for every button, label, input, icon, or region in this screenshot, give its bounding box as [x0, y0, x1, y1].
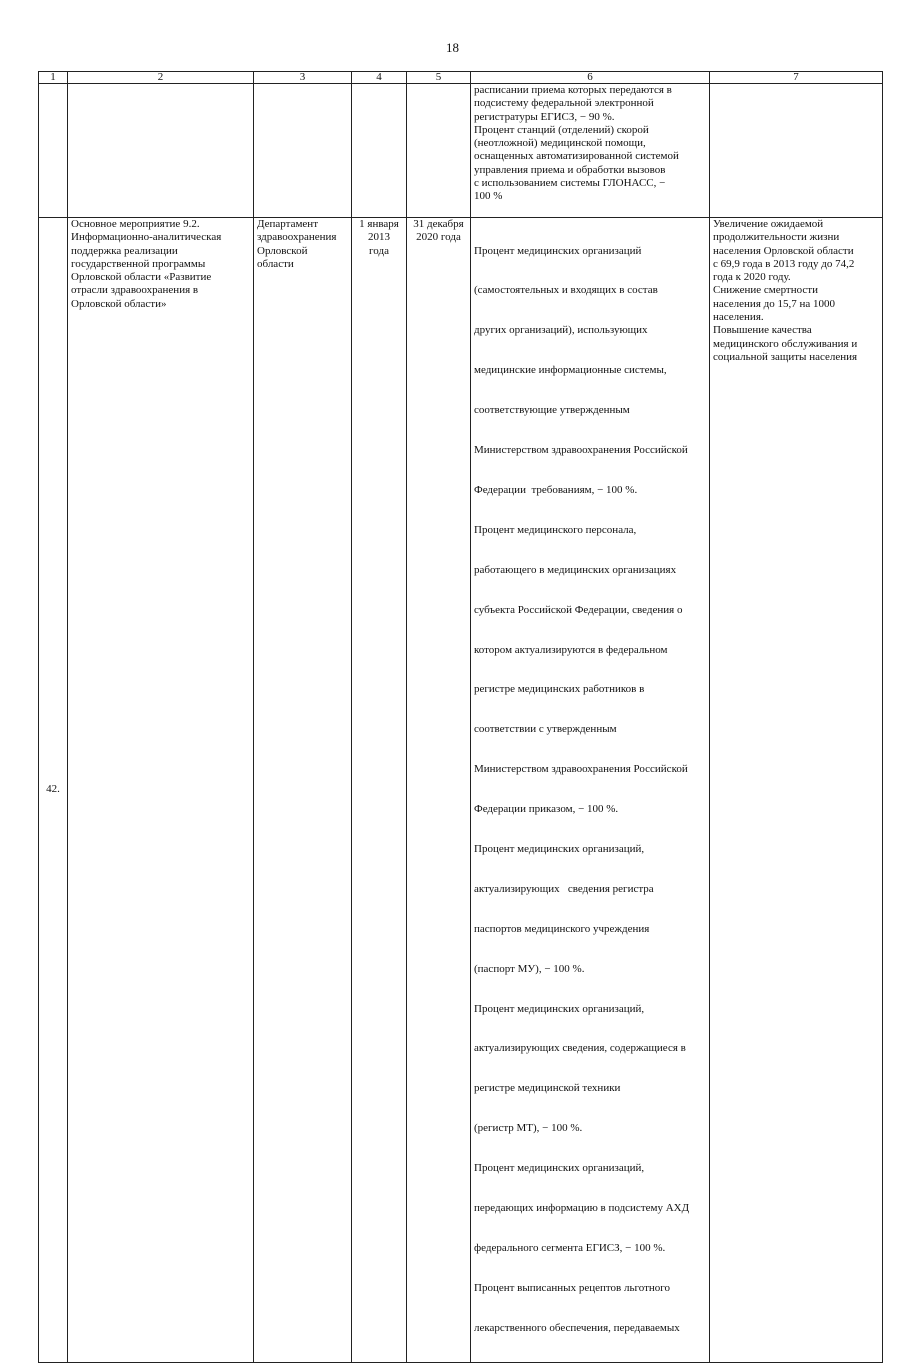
indicator-line: Процент медицинских организаций,	[474, 1002, 645, 1015]
indicator-line: 100 %	[474, 190, 503, 203]
indicator-line: регистре медицинских работников в	[474, 683, 645, 696]
indicator-line: соответствии с утвержденным	[474, 723, 617, 736]
indicator-line: Процент медицинских организаций	[474, 244, 642, 257]
indicator-line: Федерации требованиям, − 100 %.	[474, 483, 638, 496]
program-activities-table	[38, 71, 883, 1363]
activity-line: поддержка реализации	[71, 244, 178, 257]
indicator-line: паспортов медицинского учреждения	[474, 922, 650, 935]
indicator-line: медицинские информационные системы,	[474, 364, 667, 377]
results-cell	[710, 218, 883, 1363]
indicator-line: (регистр МТ), − 100 %.	[474, 1122, 583, 1135]
executor-line: здравоохранения	[257, 231, 337, 244]
column-number: 3	[254, 72, 352, 84]
empty-cell	[39, 84, 68, 218]
empty-cell	[407, 84, 471, 218]
column-number: 6	[471, 72, 710, 84]
indicator-line: (паспорт МУ), − 100 %.	[474, 962, 585, 975]
result-line: Повышение качества	[713, 324, 812, 337]
activity-line: Орловской области»	[71, 297, 167, 310]
column-number-row	[39, 72, 883, 84]
start-date-line: 2013	[368, 231, 390, 244]
indicator-line: подсистему федеральной электронной	[474, 97, 654, 110]
executor-line: Орловской	[257, 244, 308, 257]
indicator-line: оснащенных автоматизированной системой	[474, 150, 679, 163]
indicator-line: с использованием системы ГЛОНАСС, −	[474, 177, 666, 190]
activity-cell	[68, 218, 254, 1363]
indicator-line: работающего в медицинских организациях	[474, 563, 677, 576]
result-line: Увеличение ожидаемой	[713, 218, 824, 230]
column-number: 5	[407, 72, 471, 84]
executor-cell	[254, 218, 352, 1363]
indicator-line: (самостоятельных и входящих в состав	[474, 284, 658, 297]
indicator-line: лекарственного обеспечения, передаваемых	[474, 1321, 680, 1334]
start-date-line: года	[369, 244, 389, 257]
indicator-line: Процент медицинского персонала,	[474, 523, 637, 536]
indicator-line: Процент медицинских организаций,	[474, 842, 645, 855]
indicator-line: субъекта Российской Федерации, сведения о	[474, 603, 683, 616]
empty-cell	[710, 84, 883, 218]
continuation-row	[39, 84, 883, 218]
indicators-cell	[471, 218, 710, 1363]
indicator-line: регистре медицинской техники	[474, 1082, 621, 1095]
indicator-line: Министерством здравоохранения Российской	[474, 444, 688, 457]
end-date-line: 31 декабря	[413, 218, 464, 230]
indicator-line: передающих информацию в подсистему АХД	[474, 1201, 690, 1214]
executor-line: Департамент	[257, 218, 319, 230]
indicator-line: федерального сегмента ЕГИСЗ, − 100 %.	[474, 1241, 666, 1254]
indicator-line: актуализирующих сведения, содержащиеся в	[474, 1042, 686, 1055]
result-line: медицинского обслуживания и	[713, 337, 858, 350]
row-42	[39, 218, 883, 1363]
continuation-indicators-cell	[471, 84, 710, 218]
column-number: 2	[68, 72, 254, 84]
indicator-line: (неотложной) медицинской помощи,	[474, 137, 646, 150]
start-date-cell	[352, 218, 407, 1363]
indicator-line: управления приема и обработки вызовов	[474, 163, 666, 176]
activity-line: государственной программы	[71, 257, 206, 270]
column-number: 1	[39, 72, 68, 84]
column-number: 7	[710, 72, 883, 84]
executor-line: области	[257, 257, 294, 270]
indicator-line: Министерством здравоохранения Российской	[474, 763, 688, 776]
result-line: населения.	[713, 311, 764, 324]
result-line: социальной защиты населения	[713, 350, 858, 363]
activity-line: Орловской области «Развитие	[71, 271, 212, 284]
indicator-line: Процент медицинских организаций,	[474, 1162, 645, 1175]
indicator-line: котором актуализируются в федеральном	[474, 643, 668, 656]
result-line: продолжительности жизни	[713, 231, 840, 244]
page-number: 18	[446, 40, 459, 55]
indicator-line: других организаций), использующих	[474, 324, 648, 337]
start-date-line: 1 января	[359, 218, 399, 230]
indicator-line: Федерации приказом, − 100 %.	[474, 803, 619, 816]
indicator-line: соответствующие утвержденным	[474, 404, 630, 417]
activity-line: отрасли здравоохранения в	[71, 284, 199, 297]
empty-cell	[254, 84, 352, 218]
indicator-line: актуализирующих сведения регистра	[474, 882, 654, 895]
end-date-line: 2020 года	[416, 231, 461, 244]
activity-line: Информационно-аналитическая	[71, 231, 222, 244]
result-line: с 69,9 года в 2013 году до 74,2	[713, 257, 855, 270]
column-number: 4	[352, 72, 407, 84]
row-number: 42.	[39, 218, 68, 1363]
empty-cell	[68, 84, 254, 218]
end-date-cell	[407, 218, 471, 1363]
empty-cell	[352, 84, 407, 218]
result-line: населения Орловской области	[713, 244, 854, 257]
indicator-line: расписании приема которых передаются в	[474, 84, 672, 96]
indicator-line: Процент выписанных рецептов льготного	[474, 1281, 671, 1294]
indicator-line: Процент станций (отделений) скорой	[474, 123, 649, 136]
indicator-line: регистратуры ЕГИСЗ, − 90 %.	[474, 110, 615, 123]
result-line: года к 2020 году.	[713, 271, 791, 284]
result-line: населения до 15,7 на 1000	[713, 297, 835, 310]
result-line: Снижение смертности	[713, 284, 818, 297]
activity-line: Основное мероприятие 9.2.	[71, 218, 200, 230]
